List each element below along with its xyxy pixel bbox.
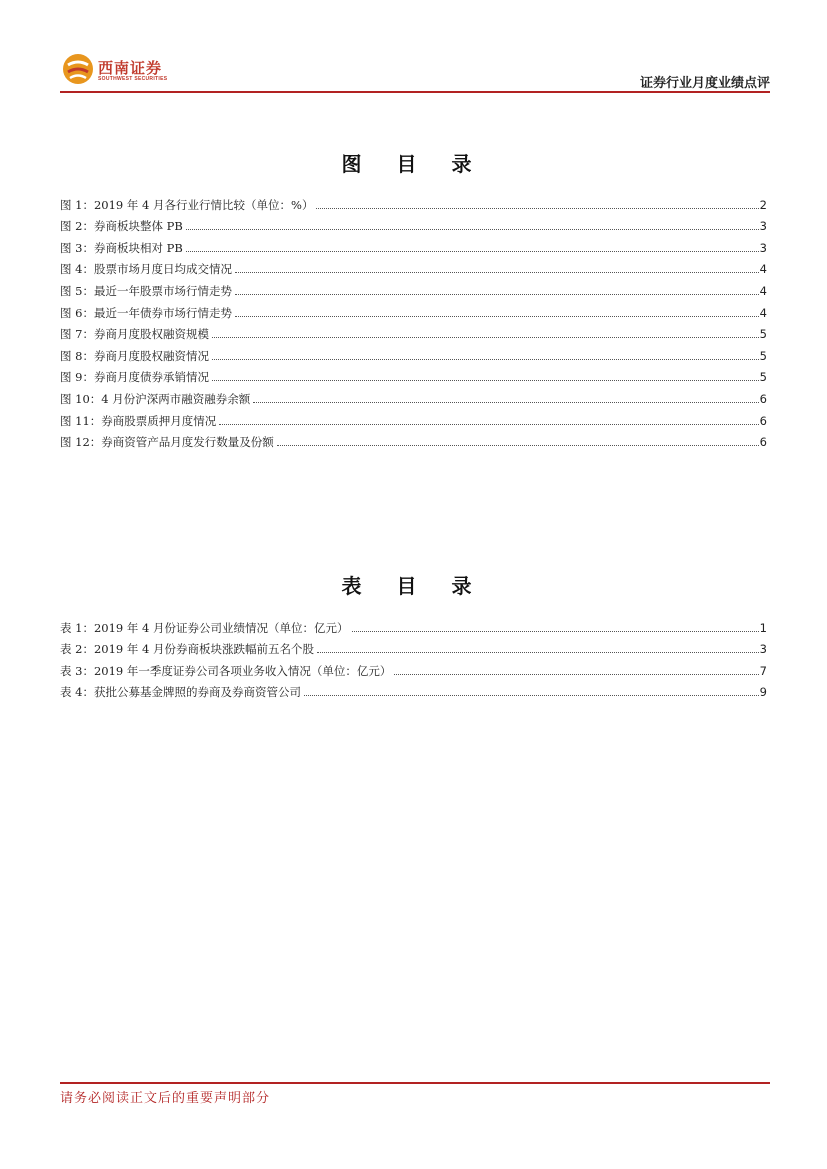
header-divider xyxy=(60,91,770,93)
toc-entry[interactable] xyxy=(60,656,767,678)
toc-entry[interactable] xyxy=(60,678,767,700)
dot-leader xyxy=(186,250,759,252)
toc-entry[interactable] xyxy=(60,320,767,342)
toc-entry[interactable] xyxy=(60,276,767,298)
dot-leader xyxy=(253,401,758,403)
figures-toc-title: 图 目 录 xyxy=(341,152,486,176)
footer-divider xyxy=(60,1082,770,1084)
dot-leader xyxy=(219,423,758,425)
tables-toc-list xyxy=(60,613,767,699)
toc-entry-label: 图 10：4 月份沪深两市融资融券余额 xyxy=(60,391,251,406)
toc-entry-label: 图 12：券商资管产品月度发行数量及份额 xyxy=(60,435,274,450)
toc-entry-label: 图 3：券商板块相对 PB xyxy=(60,240,183,255)
company-logo xyxy=(62,51,182,87)
dot-leader xyxy=(235,293,759,295)
dot-leader xyxy=(277,444,759,446)
toc-entry-label: 表 2：2019 年 4 月份券商板块涨跌幅前五名个股 xyxy=(60,642,315,657)
toc-entry-label: 图 8：券商月度股权融资情况 xyxy=(60,348,209,363)
toc-entry[interactable] xyxy=(60,255,767,277)
toc-entry-label: 图 2：券商板块整体 PB xyxy=(60,219,183,234)
toc-entry[interactable] xyxy=(60,298,767,320)
toc-entry-label: 表 4：获批公募基金牌照的券商及券商资管公司 xyxy=(60,685,301,700)
toc-entry[interactable] xyxy=(60,212,767,234)
figures-toc-list xyxy=(60,190,767,449)
toc-entry-label: 图 9：券商月度债券承销情况 xyxy=(60,370,209,385)
toc-entry-page: 3 xyxy=(759,642,767,657)
toc-entry-label: 图 5：最近一年股票市场行情走势 xyxy=(60,283,232,298)
toc-entry-page: 5 xyxy=(759,327,767,342)
toc-entry[interactable] xyxy=(60,190,767,212)
toc-entry-page: 3 xyxy=(759,219,767,234)
toc-entry[interactable] xyxy=(60,428,767,450)
report-title: 证券行业月度业绩点评 xyxy=(639,76,770,91)
dot-leader xyxy=(304,694,759,696)
dot-leader xyxy=(317,651,759,653)
toc-entry-label: 图 11：券商股票质押月度情况 xyxy=(60,413,217,428)
toc-entry-page: 2 xyxy=(759,197,767,212)
toc-entry-page: 5 xyxy=(759,370,767,385)
page-header xyxy=(60,48,770,94)
dot-leader xyxy=(212,379,759,381)
logo-subtext: SOUTHWEST SECURITIES xyxy=(98,76,168,82)
logo-emblem-icon xyxy=(62,53,94,85)
toc-entry-page: 6 xyxy=(759,391,767,406)
dot-leader xyxy=(212,336,759,338)
toc-entry-label: 图 1：2019 年 4 月各行业行情比较（单位：%） xyxy=(60,197,314,212)
toc-entry[interactable] xyxy=(60,384,767,406)
toc-entry-label: 图 6：最近一年债券市场行情走势 xyxy=(60,305,232,320)
toc-entry-page: 6 xyxy=(759,435,767,450)
toc-entry-page: 3 xyxy=(759,240,767,255)
toc-entry-page: 6 xyxy=(759,413,767,428)
toc-entry[interactable] xyxy=(60,341,767,363)
toc-entry-page: 9 xyxy=(759,685,767,700)
toc-entry-label: 图 4：股票市场月度日均成交情况 xyxy=(60,262,232,277)
toc-entry-label: 表 1：2019 年 4 月份证券公司业绩情况（单位：亿元） xyxy=(60,620,349,635)
toc-entry[interactable] xyxy=(60,363,767,385)
toc-entry-page: 4 xyxy=(759,283,767,298)
dot-leader xyxy=(235,315,759,317)
logo-text: 西南证券 xyxy=(98,59,163,77)
dot-leader xyxy=(235,271,759,273)
dot-leader xyxy=(212,358,759,360)
footer-disclaimer: 请务必阅读正文后的重要声明部分 xyxy=(60,1091,271,1106)
toc-entry-label: 表 3：2019 年一季度证券公司各项业务收入情况（单位：亿元） xyxy=(60,663,392,678)
toc-entry[interactable] xyxy=(60,613,767,635)
toc-entry-page: 4 xyxy=(759,305,767,320)
toc-entry-page: 7 xyxy=(759,663,767,678)
toc-entry-page: 4 xyxy=(759,262,767,277)
toc-entry[interactable] xyxy=(60,406,767,428)
toc-entry[interactable] xyxy=(60,233,767,255)
tables-toc-title: 表 目 录 xyxy=(341,574,486,598)
dot-leader xyxy=(186,228,759,230)
toc-entry-page: 5 xyxy=(759,348,767,363)
dot-leader xyxy=(316,207,758,209)
toc-entry[interactable] xyxy=(60,635,767,657)
dot-leader xyxy=(394,673,758,675)
dot-leader xyxy=(352,630,759,632)
toc-entry-label: 图 7：券商月度股权融资规模 xyxy=(60,327,209,342)
toc-entry-page: 1 xyxy=(759,620,767,635)
